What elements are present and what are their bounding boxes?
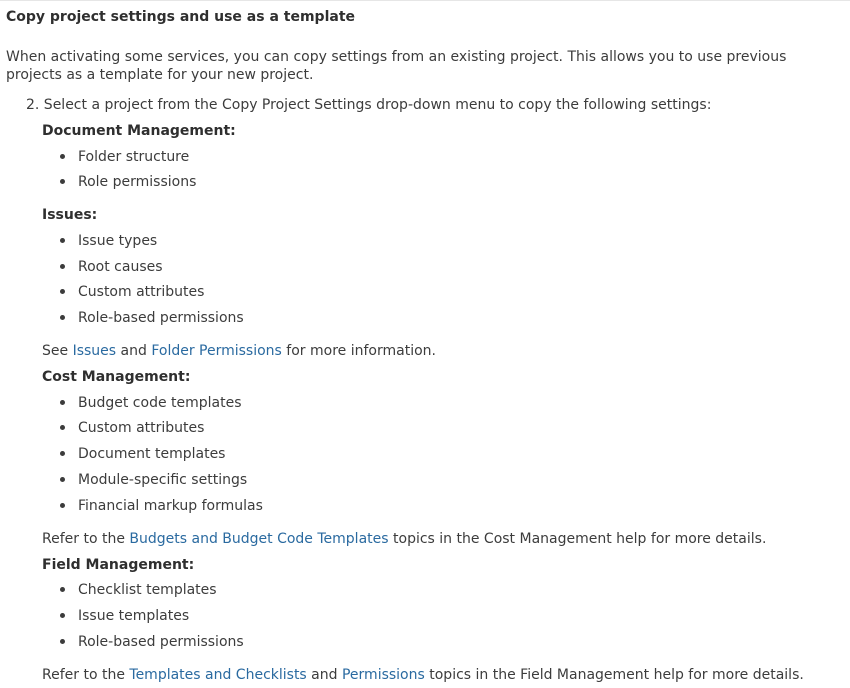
- bullet-icon: [60, 477, 65, 482]
- budgets-link[interactable]: Budgets and Budget Code Templates: [129, 531, 389, 547]
- step-2-text: 2. Select a project from the Copy Project Settings drop-down menu to copy the following settings:: [26, 97, 712, 113]
- note-text: See: [42, 343, 73, 359]
- list-item: [60, 284, 204, 300]
- bullet-icon: [60, 639, 65, 644]
- bullet-icon: [60, 503, 65, 508]
- bullet-icon: [60, 154, 65, 159]
- cost-mgmt-heading: Cost Management:: [42, 369, 191, 385]
- bullet-icon: [60, 179, 65, 184]
- list-item: [60, 395, 242, 411]
- note-text: for more information.: [281, 343, 436, 359]
- field-mgmt-heading: Field Management:: [42, 557, 195, 573]
- list-item: [60, 582, 217, 598]
- list-item: [60, 608, 189, 624]
- note-text: and: [306, 667, 342, 683]
- list-item: [60, 472, 247, 488]
- bullet-icon: [60, 587, 65, 592]
- list-item: [60, 446, 225, 462]
- list-item: [60, 174, 196, 190]
- list-item-label: Folder structure: [78, 149, 190, 165]
- bullet-icon: [60, 451, 65, 456]
- list-item-label: Role permissions: [78, 174, 197, 190]
- note-text: Refer to the: [42, 667, 130, 683]
- list-item-label: Budget code templates: [78, 395, 242, 411]
- bullet-icon: [60, 289, 65, 294]
- field-mgmt-note: [42, 667, 804, 683]
- doc-mgmt-heading: Document Management:: [42, 123, 236, 139]
- bullet-icon: [60, 425, 65, 430]
- note-text: topics in the Field Management help for more details.: [424, 667, 804, 683]
- bullet-icon: [60, 613, 65, 618]
- section-title: Copy project settings and use as a template: [6, 9, 356, 25]
- note-text: Refer to the: [42, 531, 130, 547]
- issues-heading: Issues:: [42, 207, 98, 223]
- intro-paragraph: When activating some services, you can copy settings from an existing project. This allows you to use previous projects as a template for your new project.: [6, 49, 787, 83]
- list-item: [60, 420, 204, 436]
- list-item: [60, 310, 244, 326]
- list-item-label: Role-based permissions: [78, 634, 244, 650]
- list-item: [60, 259, 163, 275]
- list-item-label: Root causes: [78, 259, 163, 275]
- list-item-label: Module-specific settings: [78, 472, 248, 488]
- list-item-label: Role-based permissions: [78, 310, 244, 326]
- issues-note: [42, 343, 436, 359]
- folder-permissions-link[interactable]: Folder Permissions: [151, 343, 282, 359]
- bullet-icon: [60, 400, 65, 405]
- list-item: [60, 149, 189, 165]
- list-item-label: Custom attributes: [78, 284, 205, 300]
- list-item: [60, 498, 263, 514]
- list-item-label: Document templates: [78, 446, 226, 462]
- issues-link[interactable]: Issues: [72, 343, 117, 359]
- list-item-label: Issue templates: [78, 608, 190, 624]
- list-item: [60, 233, 157, 249]
- list-item-label: Financial markup formulas: [78, 498, 263, 514]
- bullet-icon: [60, 264, 65, 269]
- list-item-label: Checklist templates: [78, 582, 217, 598]
- note-text: and: [116, 343, 152, 359]
- note-text: topics in the Cost Management help for more details.: [388, 531, 767, 547]
- list-item-label: Issue types: [78, 233, 158, 249]
- cost-mgmt-note: [42, 531, 766, 547]
- list-item-label: Custom attributes: [78, 420, 205, 436]
- templates-checklists-link[interactable]: Templates and Checklists: [129, 667, 307, 683]
- permissions-link[interactable]: Permissions: [341, 667, 425, 683]
- bullet-icon: [60, 315, 65, 320]
- bullet-icon: [60, 238, 65, 243]
- list-item: [60, 634, 244, 650]
